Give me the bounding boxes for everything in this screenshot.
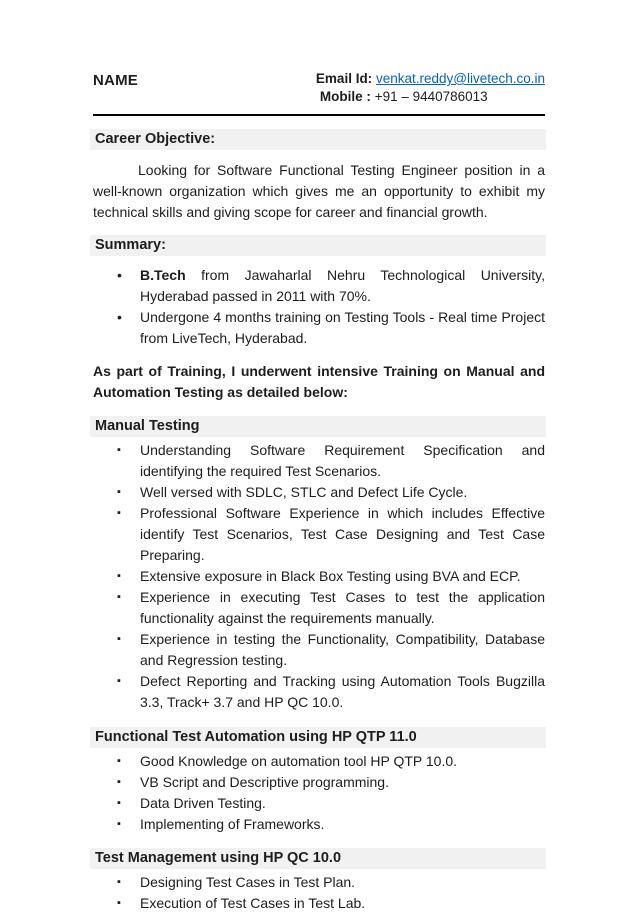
section-qc-title: Test Management using HP QC 10.0: [90, 848, 546, 869]
bullet-disc-icon: •: [117, 309, 122, 325]
list-item-text: Designing Test Cases in Test Plan.: [140, 874, 356, 890]
bullet-square-icon: ▪: [117, 570, 121, 582]
list-item-text: Well versed with SDLC, STLC and Defect Life Cycle.: [140, 484, 468, 500]
bullet-square-icon: ▪: [117, 591, 121, 603]
list-item: [117, 482, 545, 503]
summary-list: [93, 265, 545, 349]
bullet-square-icon: ▪: [117, 486, 121, 498]
bullet-square-icon: ▪: [117, 507, 121, 519]
list-item: [117, 587, 545, 629]
bullet-square-icon: ▪: [117, 755, 121, 767]
bullet-square-icon: ▪: [117, 818, 121, 830]
list-item-bold: B.Tech: [140, 267, 186, 283]
section-career-objective-title: Career Objective:: [90, 129, 546, 150]
list-item-text: Experience in executing Test Cases to test the application functionality against the requirements manually.: [140, 589, 545, 626]
list-item-text: VB Script and Descriptive programming.: [140, 774, 389, 790]
list-item: [117, 440, 545, 482]
career-objective-text: Looking for Software Functional Testing Engineer position in a well-known organization which gives me an opportunity to exhibit my technical skills and giving scope for career and financial growth.: [93, 162, 545, 220]
mobile-value: +91 – 9440786013: [374, 89, 488, 104]
section-summary-title: Summary:: [90, 235, 546, 256]
list-item-text: [140, 307, 545, 349]
name-heading: NAME: [93, 72, 138, 89]
list-item-text: [140, 265, 545, 307]
contact-block: [316, 70, 545, 105]
bullet-square-icon: ▪: [117, 797, 121, 809]
bullet-square-icon: ▪: [117, 675, 121, 687]
list-item: [117, 503, 545, 566]
email-link[interactable]: venkat.reddy@livetech.co.in: [375, 71, 545, 86]
list-item-text: Good Knowledge on automation tool HP QTP 10.0.: [140, 753, 458, 769]
list-item: [117, 307, 545, 349]
email-line: [316, 70, 545, 87]
header-divider: [93, 114, 545, 116]
bullet-square-icon: ▪: [117, 633, 121, 645]
manual-testing-list: [93, 440, 545, 713]
list-item: [117, 751, 545, 772]
email-label: Email Id:: [315, 71, 373, 86]
bullet-square-icon: ▪: [117, 876, 121, 888]
list-item-rest: from Jawaharlal Nehru Technological University, Hyderabad passed in 2011 with 70%.: [140, 267, 545, 304]
list-item-text: Defect Reporting and Tracking using Automation Tools Bugzilla 3.3, Track+ 3.7 and HP QC 10.0.: [140, 673, 545, 710]
bullet-square-icon: ▪: [117, 776, 121, 788]
list-item: [117, 872, 545, 893]
document-header: [93, 70, 545, 105]
list-item: [117, 793, 545, 814]
bullet-square-icon: ▪: [117, 444, 121, 456]
mobile-line: [316, 88, 545, 105]
list-item: [117, 629, 545, 671]
mobile-label: Mobile :: [319, 89, 371, 104]
list-item: [117, 814, 545, 835]
list-item: [117, 566, 545, 587]
section-manual-testing-title: Manual Testing: [90, 416, 546, 437]
section-qtp-title: Functional Test Automation using HP QTP 11.0: [90, 727, 546, 748]
training-note: As part of Training, I underwent intensive Training on Manual and Automation Testing as detailed below:: [93, 363, 545, 400]
list-item: [117, 893, 545, 914]
list-item-text: Understanding Software Requirement Specification and identifying the required Test Scenarios.: [140, 442, 545, 479]
list-item-text: Execution of Test Cases in Test Lab.: [140, 895, 366, 911]
list-item: [117, 265, 545, 307]
list-item-text: Implementing of Frameworks.: [140, 816, 325, 832]
list-item-text: Professional Software Experience in which includes Effective identify Test Scenarios, Test Case Designing and Test Case Preparing.: [140, 505, 545, 563]
list-item-text: Extensive exposure in Black Box Testing using BVA and ECP.: [140, 568, 521, 584]
list-item: [117, 671, 545, 713]
list-item-rest: Undergone 4 months training on Testing Tools - Real time Project from LiveTech, Hyderabad.: [140, 309, 545, 346]
bullet-disc-icon: •: [117, 267, 122, 283]
list-item: [117, 772, 545, 793]
list-item-text: Experience in testing the Functionality, Compatibility, Database and Regression testing.: [140, 631, 545, 668]
list-item-text: Data Driven Testing.: [140, 795, 266, 811]
bullet-square-icon: ▪: [117, 897, 121, 909]
qtp-list: [93, 751, 545, 835]
qc-list: [93, 872, 545, 914]
